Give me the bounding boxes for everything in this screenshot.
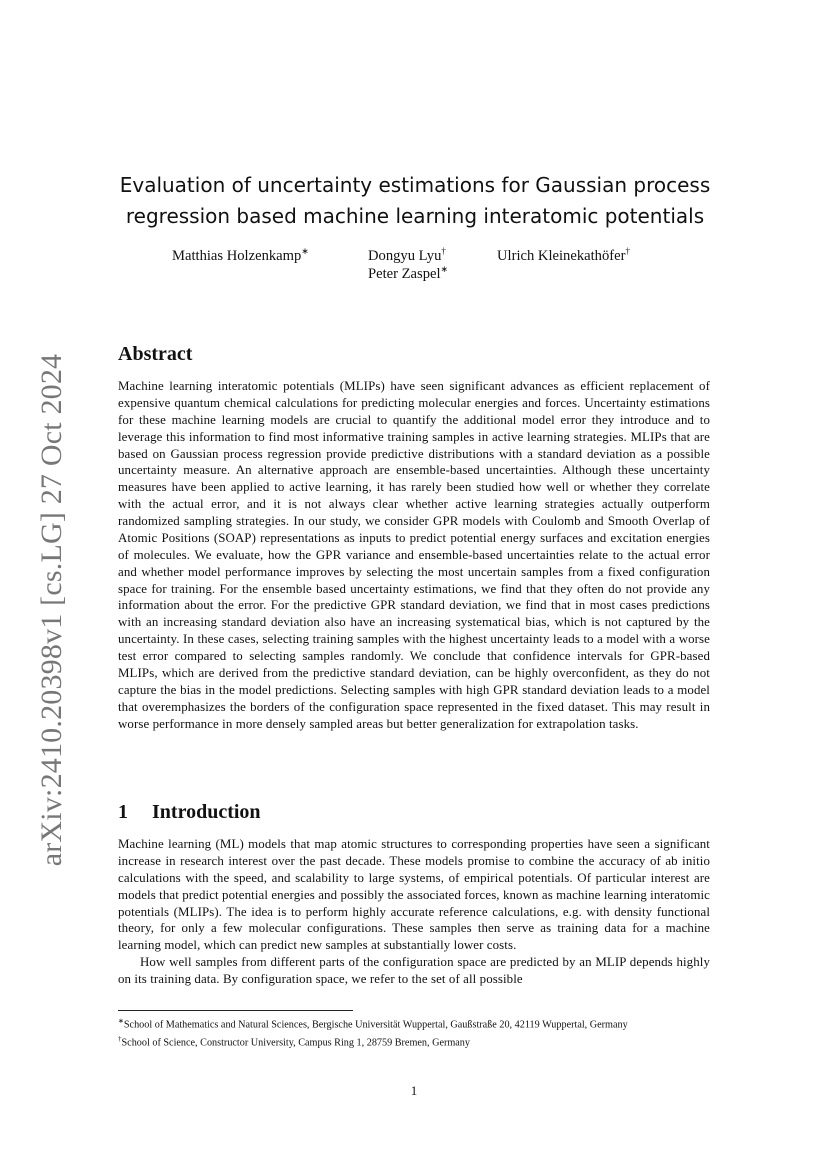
abstract-paragraph: Machine learning interatomic potentials (MLIPs) have seen significant advances as efficient replacement of expensive quantum chemical calculations for predicting molecular energies and forces. Uncertainty estimations for these machine learning models are crucial to quantify the additional model error they introduce and to leverage this information to find most informative training samples in active learning strategies. MLIPs that are based on Gaussian process regression provide predictive distributions with a standard deviation as a possible uncertainty measure. An alternative approach are ensemble-based uncertainties. Although these uncertainty measures have been applied to active learning, it has rarely been studied how well or whether they correlate with the actual error, and it is not always clear whether active learning strategies actually outperform randomized sampling strategies. In our study, we consider GPR models with Coulomb and Smooth Overlap of Atomic Positions (SOAP) representations as inputs to predict potential energy surfaces and excitation energies of molecules. We evaluate, how the GPR variance and ensemble-based uncertainties relate to the actual error and whether model performance improves by selecting the most uncertain samples from a fixed configuration space for training. For the ensemble based uncertainty estimations, we find that they often do not provide any information about the error. For the predictive GPR standard deviation, we find that in most cases predictions with an increasing standard deviation also have an increasing systematical bias, which is not captured by the uncertainty. In these cases, selecting training samples with the highest uncertainty leads to a model with a worse test error compared to selecting samples randomly. We conclude that confidence intervals for GPR-based MLIPs, which are derived from the predictive standard deviation, can be highly overconfident, as they do not capture the bias in the model predictions. Selecting samples with high GPR standard deviation leads to a model that overemphasizes the borders of the configuration space represented in the fixed dataset. This may result in worse performance in more densely sampled areas but better generalization for extrapolation tasks. <box>118 379 710 731</box>
author-name: Dongyu Lyu <box>368 247 442 264</box>
footnote-mark: † <box>118 1034 122 1043</box>
footnote-1 <box>118 1015 710 1032</box>
footnote-2 <box>118 1033 710 1050</box>
abstract-heading: Abstract <box>118 343 193 365</box>
paper-title <box>110 170 720 232</box>
footnote-text: School of Mathematics and Natural Sciences, Bergische Universität Wuppertal, Gaußstraße 20, 42119 Wuppertal, Germany <box>123 1019 628 1031</box>
footnote-mark: ∗ <box>118 1017 124 1025</box>
page-number: 1 <box>410 1083 418 1098</box>
intro-paragraph-1: Machine learning (ML) models that map atomic structures to corresponding properties have seen a significant increase in research interest over the past decade. These models promise to combine the accuracy of ab initio calculations with the speed, and scalability to large systems, of empirical potentials. Of particular interest are models that predict potential energies and possibly the associated forces, known as machine learning interatomic potentials (MLIPs). The idea is to perform highly accurate reference calculations, e.g. with density functional theory, for only a few molecular configurations. These samples then serve as training data for a machine learning model, which can predict new samples at substantially lower costs. <box>118 837 710 953</box>
title-line-1: Evaluation of uncertainty estimations for Gaussian process <box>119 173 711 197</box>
affiliation-mark: † <box>625 246 630 256</box>
section-number: 1 <box>118 801 128 823</box>
affiliation-mark: ∗ <box>440 264 449 274</box>
affiliation-mark: ∗ <box>301 246 309 256</box>
introduction-heading <box>118 801 261 824</box>
author-holzenkamp <box>172 246 309 265</box>
intro-paragraph-2: How well samples from different parts of the configuration space are predicted by an MLIP depends highly on its training data. By configuration space, we refer to the set of all possible <box>118 955 710 986</box>
author-name: Matthias Holzenkamp <box>172 247 302 264</box>
author-name: Ulrich Kleinekathöfer <box>497 247 626 264</box>
footnote-text: School of Science, Constructor University, Campus Ring 1, 28759 Bremen, Germany <box>121 1037 470 1049</box>
arxiv-identifier: arXiv:2410.20398v1 [cs.LG] 27 Oct 2024 <box>35 353 68 867</box>
introduction-body <box>118 836 710 988</box>
author-name: Peter Zaspel <box>368 265 441 282</box>
affiliation-mark: † <box>441 246 446 256</box>
footnotes <box>118 1015 710 1050</box>
footnote-rule <box>118 1010 353 1011</box>
author-lyu <box>368 246 446 265</box>
author-zaspel <box>368 264 448 283</box>
abstract-body <box>118 378 710 732</box>
section-title-text: Introduction <box>152 801 261 823</box>
author-kleinekathoefer <box>497 246 630 265</box>
title-line-2: regression based machine learning interatomic potentials <box>125 204 705 228</box>
